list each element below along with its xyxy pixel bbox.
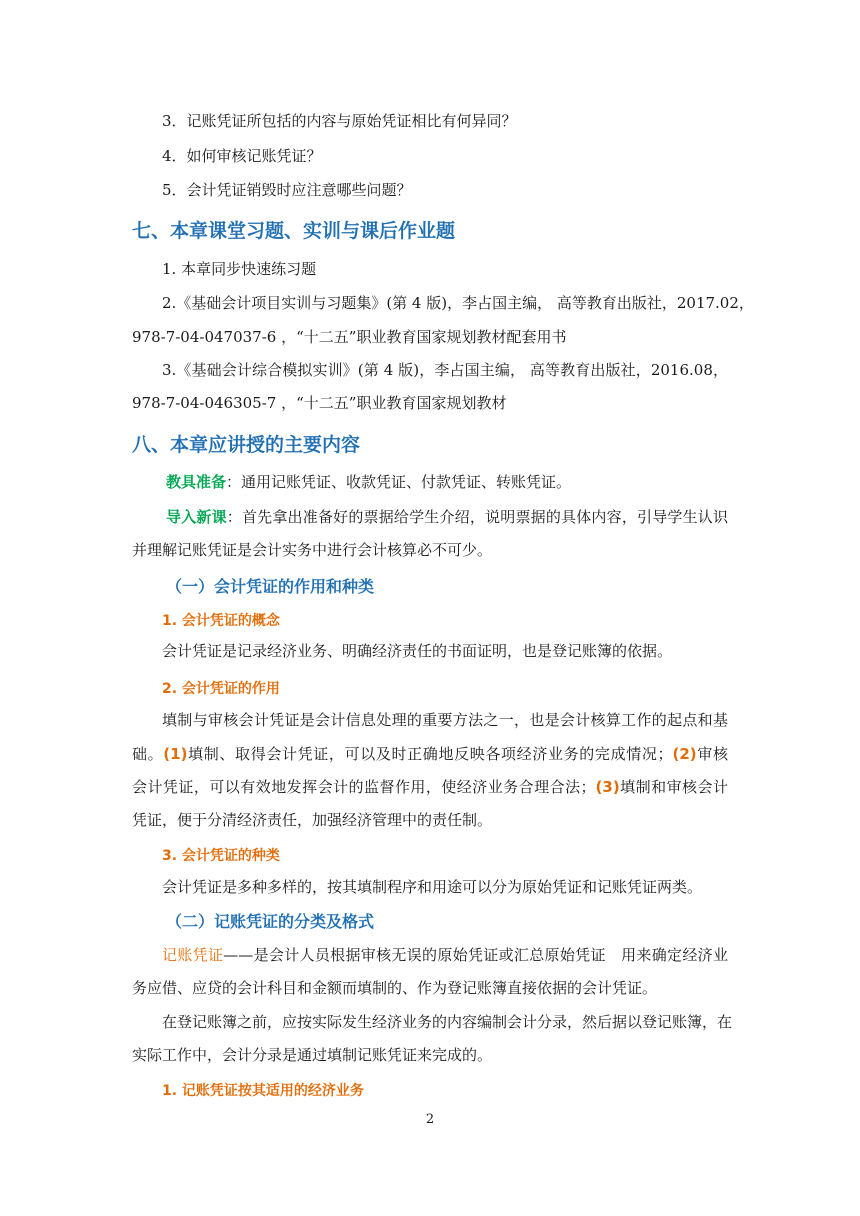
intro-paragraph-line-2: 并理解记账凭证是会计实务中进行会计核算必不可少。 [132, 541, 493, 559]
section-7-item-1: 1. 本章同步快速练习题 [162, 260, 317, 278]
section-7-item-2-line-1: 2.《基础会计项目实训与习题集》(第 4 版)，李占国主编， 高等教育出版社，2017.02， [162, 294, 754, 312]
part-1-sub-2-line-1: 填制与审核会计凭证是会计信息处理的重要方法之一，也是会计核算工作的起点和基 [162, 711, 728, 729]
tools-text: ：通用记账凭证、收款凭证、付款凭证、转账凭证。 [226, 473, 572, 491]
part-1-sub-2-line-2 [132, 744, 728, 764]
section-7-item-3-line-2: 978-7-04-046305-7 ，“十二五”职业教育国家规划教材 [132, 394, 507, 412]
intro-text-1: ：首先拿出准备好的票据给学生介绍，说明票据的具体内容，引导学生认识 [226, 508, 728, 526]
part-2-paragraph-line-2: 实际工作中，会计分录是通过填制记账凭证来完成的。 [132, 1046, 493, 1064]
marker-2: (2) [672, 745, 697, 763]
part-2-definition-line-2: 务应借、应贷的会计科目和金额而填制的、作为登记账簿直接依据的会计凭证。 [132, 979, 658, 997]
tools-paragraph [166, 472, 571, 492]
section-7-item-3-line-1: 3.《基础会计综合模拟实训》(第 4 版)，李占国主编， 高等教育出版社，2016.08， [162, 361, 728, 379]
text-segment: ——是会计人员根据审核无误的原始凭证或汇总原始凭证 用来确定经济业 [223, 946, 728, 964]
part-1-sub-2-line-3 [132, 777, 728, 797]
part-2-paragraph-line-1: 在登记账簿之前，应按实际发生经济业务的内容编制会计分录，然后据以登记账簿，在 [162, 1013, 733, 1031]
part-1-sub-1-heading: 1. 会计凭证的概念 [162, 613, 280, 629]
part-1-sub-1-text: 会计凭证是记录经济业务、明确经济责任的书面证明，也是登记账簿的依据。 [162, 642, 673, 660]
intro-label: 导入新课 [166, 508, 227, 526]
text-segment: 会计凭证，可以有效地发挥会计的监督作用，使经济业务合理合法； [132, 778, 596, 796]
text-segment: 填制、取得会计凭证，可以及时正确地反映各项经济业务的完成情况； [187, 745, 673, 763]
part-1-sub-2-line-4: 凭证，便于分清经济责任，加强经济管理中的责任制。 [132, 811, 493, 829]
text-segment: 审核 [696, 745, 728, 763]
page-number: 2 [425, 1112, 435, 1127]
question-5: 5．会计凭证销毁时应注意哪些问题？ [162, 181, 412, 199]
part-2-definition-line-1 [162, 945, 728, 965]
part-1-sub-2-heading: 2. 会计凭证的作用 [162, 681, 280, 697]
section-7-heading: 七、本章课堂习题、实训与课后作业题 [132, 220, 456, 242]
part-1-sub-3-text: 会计凭证是多种多样的，按其填制程序和用途可以分为原始凭证和记账凭证两类。 [162, 878, 703, 896]
question-4: 4．如何审核记账凭证？ [162, 147, 322, 165]
text-segment: 础。 [132, 745, 164, 763]
part-1-heading: （一）会计凭证的作用和种类 [166, 577, 375, 596]
section-7-item-2-line-2: 978-7-04-047037-6 ，“十二五”职业教育国家规划教材配套用书 [132, 328, 567, 346]
part-2-sub-1-heading: 1. 记账凭证按其适用的经济业务 [162, 1083, 364, 1099]
part-1-sub-3-heading: 3. 会计凭证的种类 [162, 848, 280, 864]
section-8-heading: 八、本章应讲授的主要内容 [132, 434, 361, 456]
question-3: 3．记账凭证所包括的内容与原始凭证相比有何异同？ [162, 112, 517, 130]
marker-3: (3) [595, 778, 620, 796]
intro-paragraph-line-1 [166, 507, 728, 527]
tools-label: 教具准备 [166, 473, 227, 491]
marker-1: (1) [163, 745, 188, 763]
definition-term: 记账凭证 [162, 946, 224, 964]
part-2-heading: （二）记账凭证的分类及格式 [166, 912, 375, 931]
text-segment: 填制和审核会计 [619, 778, 728, 796]
